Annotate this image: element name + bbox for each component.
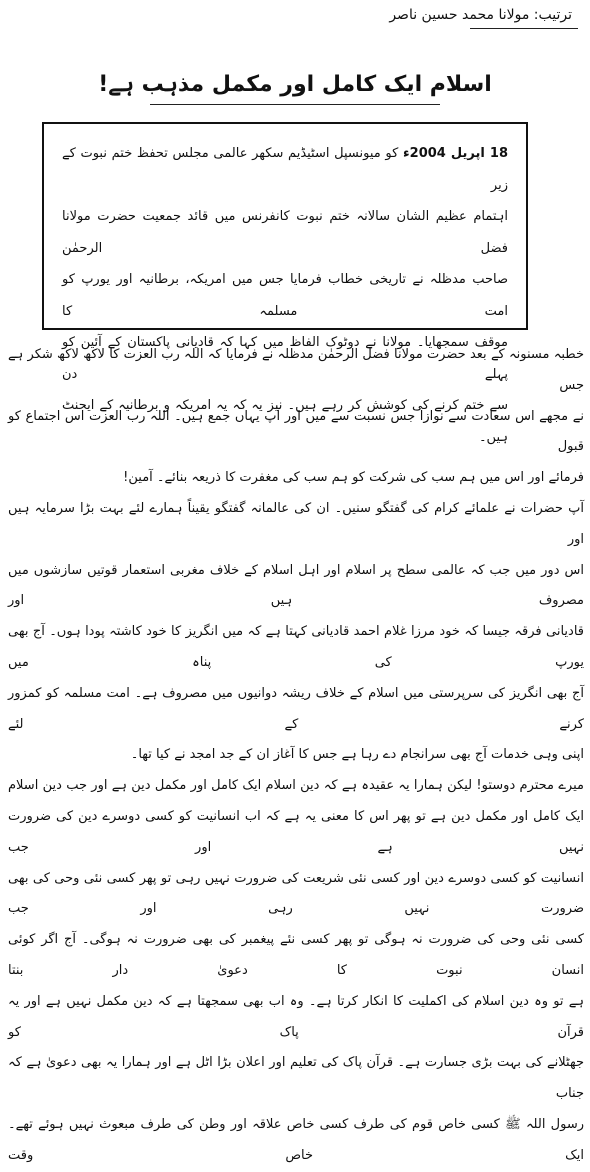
body-line: اپنی وہی خدمات آج بھی سرانجام دے رہا ہے جس کا آغاز ان کے جد امجد نے کیا تھا۔ bbox=[130, 747, 584, 763]
intro-line: صاحب مدظلہ نے تاریخی خطاب فرمایا جس میں امریکہ، برطانیہ اور یورپ کو امت مسلمہ کا bbox=[62, 272, 508, 319]
body-line: فرمائے اور اس میں ہم سب کی شرکت کو ہم سب کی مغفرت کا ذریعہ بنائے۔ آمین! bbox=[123, 470, 584, 486]
body-line: خطبہ مسنونہ کے بعد حضرت مولانا فضل الرحمٰن مدظلہ نے فرمایا کہ اللہ رب العزت کا لاکھ لاکھ شکر ہے جس bbox=[8, 347, 584, 393]
body-line: ایک کامل اور مکمل دین ہے تو پھر اس کا معنی یہ ہے کہ اب انسانیت کو کسی دوسرے دین کی ضرورت نہیں ہے اور جب bbox=[8, 808, 584, 855]
body-line: اس دور میں جب کہ عالمی سطح پر اسلام اور اہل اسلام کے خلاف مغربی استعمار قوتیں سازشوں میں مصروف ہیں اور bbox=[8, 562, 584, 609]
compiler-credit: ترتیب: مولانا محمد حسین ناصر bbox=[389, 7, 572, 23]
intro-date: 18 اپریل 2004ء bbox=[403, 146, 508, 161]
intro-line: اہتمام عظیم الشان سالانہ ختم نبوت کانفرنس میں قائد جمعیت حضرت مولانا فضل الرحمٰن bbox=[62, 209, 508, 256]
body-line: کسی نئی وحی کی ضرورت نہ ہوگی تو پھر کسی نئے پیغمبر کی بھی ضرورت نہ ہوگی۔ آج اگر کوئی انسان نبوت کا دعویٰ دار بنتا bbox=[8, 932, 584, 978]
intro-line-text: کو میونسپل اسٹیڈیم سکھر عالمی مجلس تحفظ ختم نبوت کے زیر bbox=[62, 146, 508, 193]
body-line: نے مجھے اس سعادت سے نوازا جس نسبت سے میں اور آپ یہاں جمع ہیں۔ اللہ رب العزت اس اجتماع کو قبول bbox=[8, 408, 584, 455]
intro-line: موقف سمجھایا۔ مولانا نے دوٹوک الفاظ میں کہا کہ قادیانی پاکستان کے آئین کو پہلے دن bbox=[62, 335, 508, 382]
intro-line: سے ختم کرنے کی کوشش کر رہے ہیں۔ نیز یہ کہ یہ امریکہ و برطانیہ کے ایجنٹ ہیں۔ bbox=[62, 398, 508, 445]
article-title: اسلام ایک کامل اور مکمل مذہب ہے! bbox=[98, 72, 492, 97]
body-line: رسول اللہ ﷺ کسی خاص قوم کی طرف کسی خاص علاقہ اور وطن کی طرف مبعوث نہیں ہوئے تھے۔ ایک خاص وقت bbox=[8, 1116, 584, 1163]
article-body bbox=[8, 340, 584, 1172]
body-line: ہے تو وہ دین اسلام کی اکملیت کا انکار کرتا ہے۔ وہ اب بھی سمجھتا ہے کہ دین مکمل نہیں ہے اور یہ قرآن پاک کو bbox=[8, 993, 584, 1040]
body-line: جھٹلانے کی بہت بڑی جسارت ہے۔ قرآن پاک کی تعلیم اور اعلان بڑا اٹل ہے اور ہمارا یہ بھی دعویٰ ہے کہ جناب bbox=[8, 1055, 584, 1102]
body-line: میرے محترم دوستو! لیکن ہمارا یہ عقیدہ ہے کہ دین اسلام ایک کامل اور مکمل دین ہے اور جب دین اسلام bbox=[8, 778, 584, 794]
body-line: انسانیت کو کسی دوسرے دین اور کسی نئی شریعت کی ضرورت نہیں رہی تو پھر کسی نئی وحی کی بھی ضرورت نہیں رہی اور جب bbox=[8, 870, 584, 917]
intro-line bbox=[62, 138, 508, 201]
title-underline bbox=[150, 104, 440, 105]
body-line: آج بھی انگریز کی سرپرستی میں اسلام کے خلاف ریشہ دوانیوں میں مصروف ہے۔ امت مسلمہ کو کمزور کرنے کے لئے bbox=[8, 685, 584, 732]
credit-underline bbox=[470, 28, 578, 29]
body-line: آپ حضرات نے علمائے کرام کی گفتگو سنیں۔ ان کی عالمانہ گفتگو یقیناً ہمارے لئے بہت بڑا سرمایہ ہیں اور bbox=[8, 500, 584, 547]
body-line: قادیانی فرقہ جیسا کہ خود مرزا غلام احمد قادیانی کہتا ہے کہ میں انگریز کا خود کاشتہ پودا ہوں۔ آج بھی یورپ کی پناہ میں bbox=[8, 624, 584, 670]
